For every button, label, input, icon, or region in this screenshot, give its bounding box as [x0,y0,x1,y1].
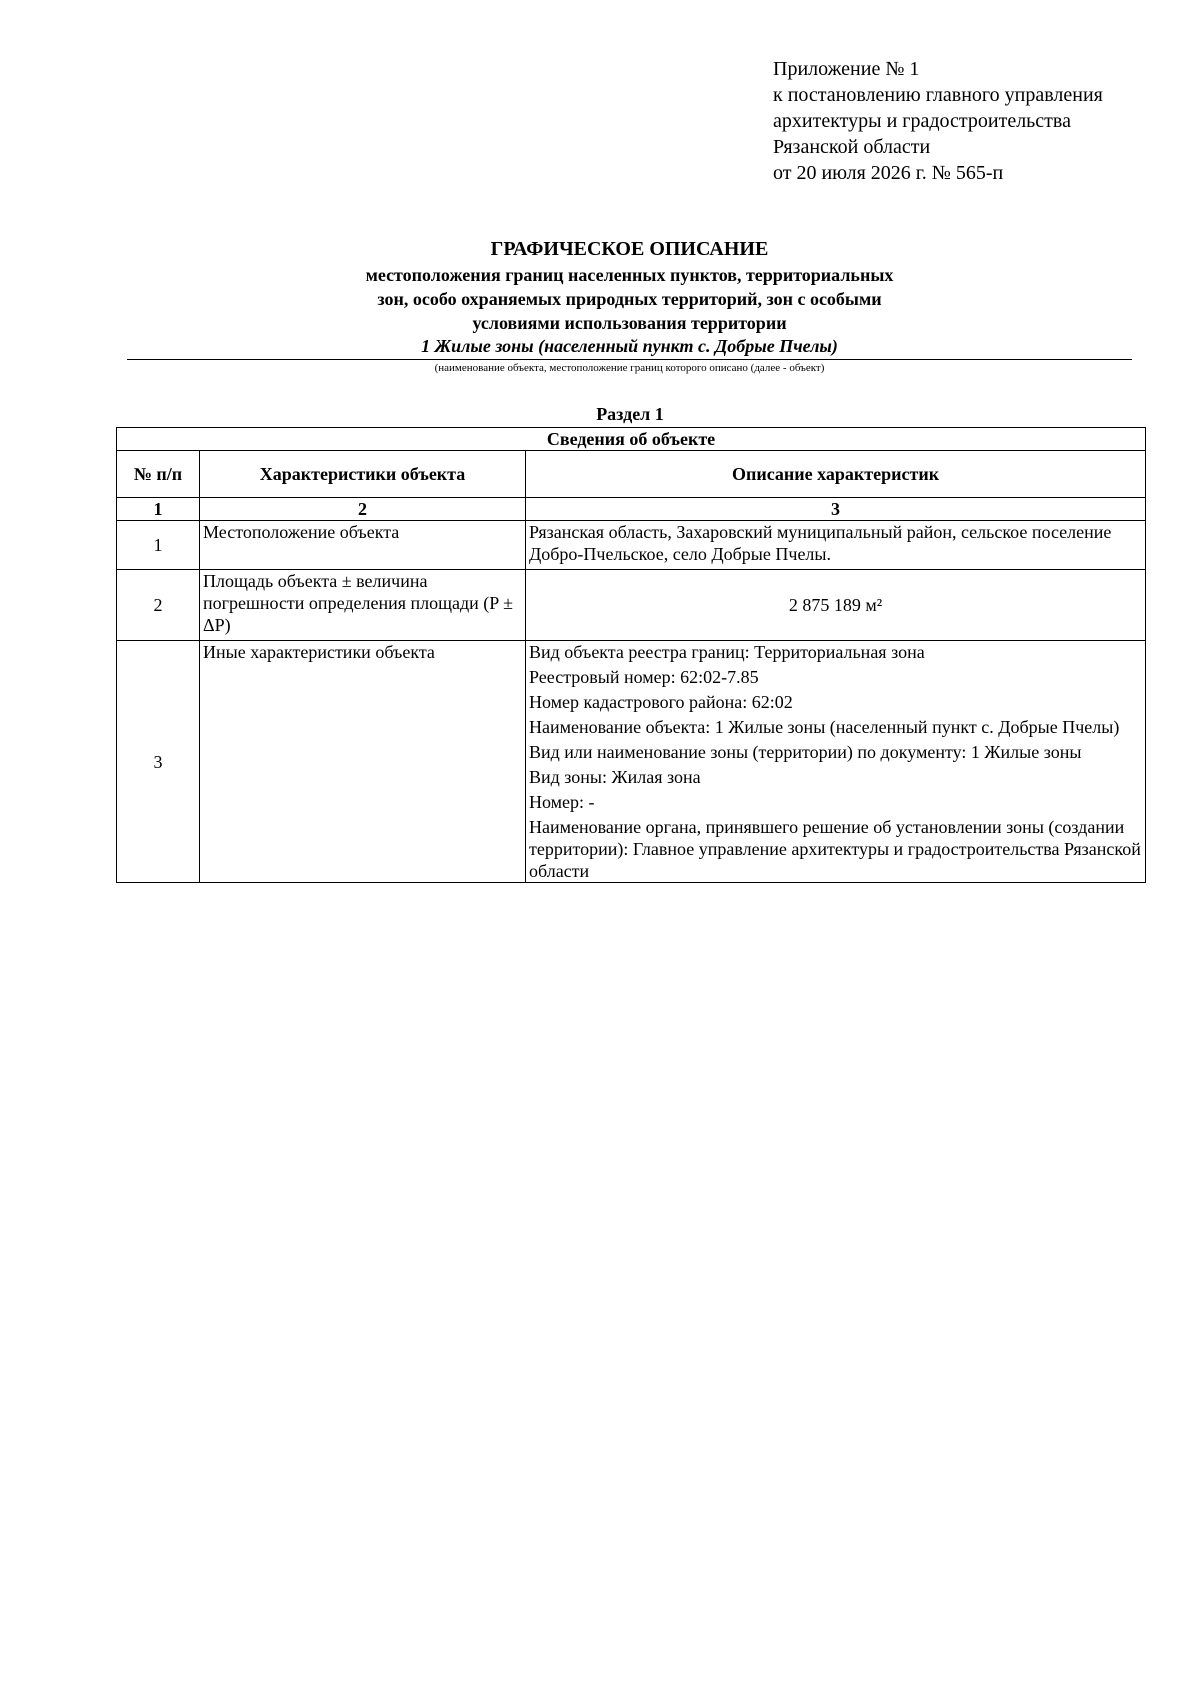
appendix-line: Приложение № 1 [773,58,920,80]
title-block [127,236,1132,375]
characteristic-line: Реестровый номер: 62:02-7.85 [529,667,759,687]
document-subtitle-line: зон, особо охраняемых природных территорий, зон с особыми [377,289,882,309]
characteristic-line: Вид или наименование зоны (территории) по документу: 1 Жилые зоны [529,742,1082,762]
row-description-list [526,641,1146,883]
appendix-line: архитектуры и градостроительства [773,110,1071,132]
table-row [117,521,1146,570]
table-header-row [117,451,1146,498]
object-name: 1 Жилые зоны (населенный пункт с. Добрые Пчелы) [127,335,1132,360]
section-title: Раздел 1 [596,404,664,424]
characteristic-line: Наименование органа, принявшего решение об установлении зоны (создании территории): Главное управление архитектуры и градостроительства Рязанской области [529,817,1141,881]
table-title: Сведения об объекте [117,428,1146,451]
header-description: Описание характеристик [526,451,1146,498]
column-number: 3 [526,498,1146,521]
document-subtitle-line: местоположения границ населенных пунктов, территориальных [365,265,894,285]
appendix-line: Рязанской области [773,136,931,158]
header-characteristic: Характеристики объекта [200,451,526,498]
characteristic-line: Номер кадастрового района: 62:02 [529,692,793,712]
document-subtitle-line: условиями использования территории [472,313,787,333]
table-title-row [117,428,1146,451]
row-characteristic: Иные характеристики объекта [200,641,526,883]
table-row [117,570,1146,641]
row-description: 2 875 189 м² [526,570,1146,641]
document-title: ГРАФИЧЕСКОЕ ОПИСАНИЕ [490,238,769,260]
header-num: № п/п [117,451,200,498]
characteristic-line: Вид зоны: Жилая зона [529,767,701,787]
row-characteristic: Местоположение объекта [200,521,526,570]
object-name-caption: (наименование объекта, местоположение границ которого описано (далее - объект) [434,362,825,374]
row-number: 3 [117,641,200,883]
row-number: 2 [117,570,200,641]
table-row [117,641,1146,883]
appendix-line: к постановлению главного управления [773,84,1103,106]
column-number-row [117,498,1146,521]
appendix-line: от 20 июля 2026 г. № 565-п [773,162,1004,184]
column-number: 1 [117,498,200,521]
object-info-table [116,427,1146,883]
row-description: Рязанская область, Захаровский муниципальный район, сельское поселение Добро-Пчельское, село Добрые Пчелы. [526,521,1146,570]
characteristic-line: Номер: - [529,792,595,812]
appendix-block [773,56,1103,186]
row-number: 1 [117,521,200,570]
characteristic-line: Наименование объекта: 1 Жилые зоны (населенный пункт с. Добрые Пчелы) [529,717,1120,737]
column-number: 2 [200,498,526,521]
row-characteristic: Площадь объекта ± величина погрешности определения площади (P ± ΔP) [200,570,526,641]
characteristic-line: Вид объекта реестра границ: Территориальная зона [529,642,925,662]
